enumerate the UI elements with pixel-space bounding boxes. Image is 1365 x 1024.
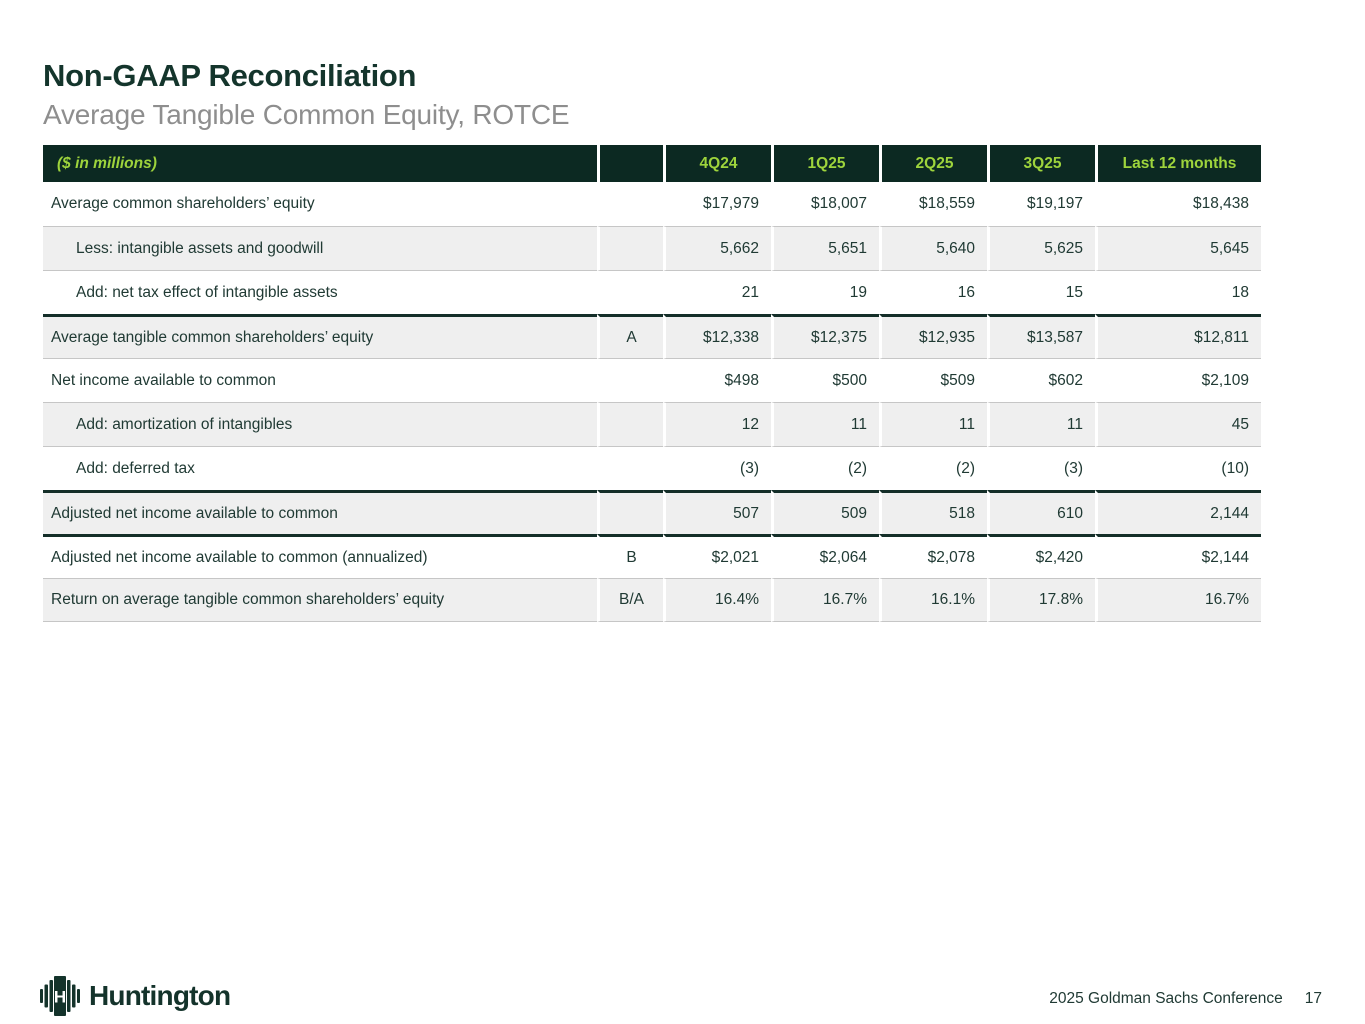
row-value: 16.7% <box>771 578 879 622</box>
row-value: $2,064 <box>771 534 879 578</box>
page-title: Non-GAAP Reconciliation <box>43 58 417 93</box>
row-value: (3) <box>663 446 771 490</box>
brand-wordmark: Huntington <box>89 980 231 1011</box>
row-ref: B/A <box>597 578 663 622</box>
row-value: $13,587 <box>987 314 1095 358</box>
row-label: Net income available to common <box>43 358 597 402</box>
row-value: 5,651 <box>771 226 879 270</box>
row-value: $509 <box>879 358 987 402</box>
row-value: 15 <box>987 270 1095 314</box>
table-row <box>43 182 1261 226</box>
table-row <box>43 490 1261 534</box>
row-value: $498 <box>663 358 771 402</box>
row-value: $12,935 <box>879 314 987 358</box>
column-header-3q25: 3Q25 <box>987 145 1095 182</box>
row-label: Adjusted net income available to common (annualized) <box>43 534 597 578</box>
row-value: 610 <box>987 490 1095 534</box>
table-row <box>43 578 1261 622</box>
table-row <box>43 446 1261 490</box>
row-ref <box>597 402 663 446</box>
row-value: 16.4% <box>663 578 771 622</box>
row-label: Add: amortization of intangibles <box>43 402 597 446</box>
row-value: 11 <box>987 402 1095 446</box>
row-value: (2) <box>771 446 879 490</box>
row-ref <box>597 226 663 270</box>
svg-text:H: H <box>53 987 67 1007</box>
row-value: 16.1% <box>879 578 987 622</box>
row-value: 2,144 <box>1095 490 1261 534</box>
ref-column-header <box>597 145 663 182</box>
footer <box>40 974 1322 1018</box>
row-ref: A <box>597 314 663 358</box>
column-header-1q25: 1Q25 <box>771 145 879 182</box>
column-header-4q24: 4Q24 <box>663 145 771 182</box>
page-number: 17 <box>1304 990 1322 1007</box>
row-value: $12,375 <box>771 314 879 358</box>
row-value: 16 <box>879 270 987 314</box>
row-value: 12 <box>663 402 771 446</box>
row-value: $12,338 <box>663 314 771 358</box>
table-row <box>43 358 1261 402</box>
row-value: (10) <box>1095 446 1261 490</box>
row-label: Add: deferred tax <box>43 446 597 490</box>
row-ref <box>597 270 663 314</box>
table-body <box>43 182 1261 622</box>
row-value: $18,438 <box>1095 182 1261 226</box>
row-label: Adjusted net income available to common <box>43 490 597 534</box>
row-value: $2,420 <box>987 534 1095 578</box>
row-label: Less: intangible assets and goodwill <box>43 226 597 270</box>
reconciliation-table-wrap <box>43 145 1261 622</box>
row-value: $2,021 <box>663 534 771 578</box>
table-header-row <box>43 145 1261 182</box>
row-label: Add: net tax effect of intangible assets <box>43 270 597 314</box>
row-value: 5,640 <box>879 226 987 270</box>
reconciliation-table <box>43 145 1261 622</box>
row-ref <box>597 358 663 402</box>
brand <box>40 976 230 1016</box>
row-value: $17,979 <box>663 182 771 226</box>
row-value: 45 <box>1095 402 1261 446</box>
conference-label: 2025 Goldman Sachs Conference <box>1049 990 1283 1007</box>
row-value: 18 <box>1095 270 1261 314</box>
row-value: (2) <box>879 446 987 490</box>
table-row <box>43 534 1261 578</box>
row-label: Average common shareholders’ equity <box>43 182 597 226</box>
row-value: $18,559 <box>879 182 987 226</box>
row-ref <box>597 182 663 226</box>
row-label: Average tangible common shareholders’ equity <box>43 314 597 358</box>
row-ref: B <box>597 534 663 578</box>
row-value: 5,625 <box>987 226 1095 270</box>
row-value: $2,078 <box>879 534 987 578</box>
row-value: 5,662 <box>663 226 771 270</box>
page-subtitle: Average Tangible Common Equity, ROTCE <box>43 99 570 130</box>
row-value: 5,645 <box>1095 226 1261 270</box>
table-row <box>43 402 1261 446</box>
row-value: 16.7% <box>1095 578 1261 622</box>
column-header-last-12-months: Last 12 months <box>1095 145 1261 182</box>
row-value: 507 <box>663 490 771 534</box>
row-value: 17.8% <box>987 578 1095 622</box>
row-label: Return on average tangible common shareholders’ equity <box>43 578 597 622</box>
table-row <box>43 226 1261 270</box>
row-value: 518 <box>879 490 987 534</box>
row-value: $12,811 <box>1095 314 1261 358</box>
row-value: (3) <box>987 446 1095 490</box>
row-value: $500 <box>771 358 879 402</box>
row-value: 11 <box>879 402 987 446</box>
table-row <box>43 270 1261 314</box>
table-row <box>43 314 1261 358</box>
row-value: 19 <box>771 270 879 314</box>
row-value: 11 <box>771 402 879 446</box>
row-value: 509 <box>771 490 879 534</box>
footer-right <box>1049 984 1322 1008</box>
column-header-2q25: 2Q25 <box>879 145 987 182</box>
row-value: $2,144 <box>1095 534 1261 578</box>
huntington-logo-icon <box>40 976 80 1016</box>
row-value: $18,007 <box>771 182 879 226</box>
row-value: $602 <box>987 358 1095 402</box>
row-value: 21 <box>663 270 771 314</box>
row-ref <box>597 490 663 534</box>
unit-label: ($ in millions) <box>43 145 597 182</box>
row-ref <box>597 446 663 490</box>
row-value: $2,109 <box>1095 358 1261 402</box>
table-header <box>43 145 1261 182</box>
row-value: $19,197 <box>987 182 1095 226</box>
